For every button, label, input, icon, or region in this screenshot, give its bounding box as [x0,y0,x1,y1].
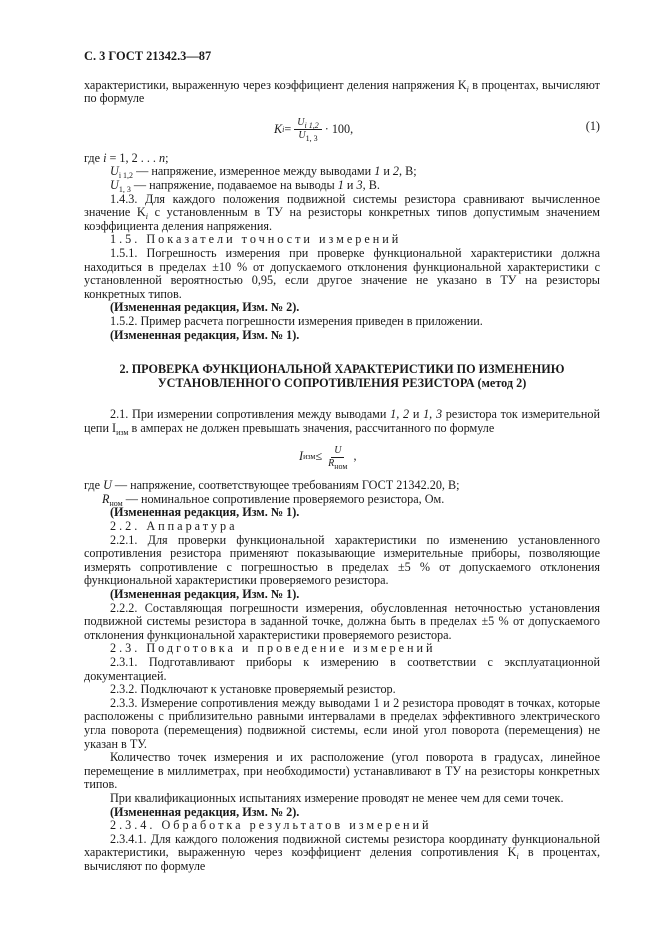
section-2-title-line1: 2. ПРОВЕРКА ФУНКЦИОНАЛЬНОЙ ХАРАКТЕРИСТИКИ ПО ИЗМЕНЕНИЮ [119,362,565,377]
where-lead: где [84,150,104,165]
paragraph-2-3-4-1 [84,833,600,874]
where2-sym: U [103,478,112,493]
where-i-sym: i [103,150,107,165]
f1-den: U [298,130,306,142]
where-i [84,152,600,166]
where3-sym: R [102,491,110,506]
where-n-sym: n [159,150,166,165]
f2-den-sub: ном [334,461,348,471]
formula-number-1: (1) [585,118,600,133]
amendment-note-1a: (Измененная редакция, Изм. № 1). [110,327,300,342]
def2-b: 3 [356,177,363,192]
f1-tail: · 100, [324,121,354,136]
where-i-end: ; [165,150,169,165]
def1-text: — напряжение, измеренное между выводами [133,164,375,179]
f1-fraction [294,117,321,142]
where2-text: — напряжение, соответствующее требованиям ГОСТ 21342.20, В; [111,478,460,493]
intro-text-end: в процентах, вычисляют по формуле [84,77,601,106]
def2-sub: 1, 3 [118,184,131,194]
f2-fraction [325,445,350,470]
p2341-text: 2.3.4.1. Для каждого положения подвижной системы резистора координату функциональной характеристики, выраженную через коэффициент деления сопротивления K [84,831,600,860]
f1-num: U [297,117,305,129]
p21-nums2: 1, 3 [423,407,443,422]
definition-u13 [84,179,600,193]
definition-u-i12 [84,165,600,179]
p21-nums: 1, 2 [390,407,410,422]
def1-and: и [380,164,393,179]
section-2-title [84,362,600,390]
def1-b: 2 [392,164,400,179]
intro-text: характеристики, выраженную через коэффициент деления напряжения K [84,77,467,92]
where-u [84,479,600,493]
p21-text-a: 2.1. При измерении сопротивления между выводами [110,407,391,422]
heading-2-3: 2.3. Подготовка и проведение измерений [110,641,436,656]
paragraph-2-1 [84,408,600,435]
f2-den: R [328,457,335,469]
amendment-note-2a: (Измененная редакция, Изм. № 2). [110,300,300,315]
paragraph-intro [84,79,600,106]
def1-a: 1 [374,164,381,179]
p21-text-b: резистора ток измерительной цепи I [84,407,600,435]
heading-2-2: 2.2. Аппаратура [110,519,238,534]
amendment-note-2b: (Измененная редакция, Изм. № 2). [110,804,300,819]
amendment-note-1c: (Измененная редакция, Изм. № 1). [110,587,300,602]
paragraph-2-3-2: 2.3.2. Подключают к установке проверяемый резистор. [110,682,396,697]
def2-sym: U [110,177,119,192]
def2-a: 1 [337,177,344,192]
p143-text-end: с установленным в ТУ на резисторы конкретных типов допустимым значением коэффициента деления напряжения. [84,205,600,233]
paragraph-2-3-1: 2.3.1. Подготавливают приборы к измерению в соответствии с эксплуатационной документацией. [84,655,600,683]
p143-sub: i [145,212,148,222]
where2-lead: где [84,478,104,493]
formula-2: I изм ≤ $\frac{U}{R_{ном}}$ , [299,444,357,471]
f2-tail: , [353,449,357,464]
section-2-title-line2: УСТАНОВЛЕННОГО СОПРОТИВЛЕНИЯ РЕЗИСТОРА (метод 2) [157,376,527,391]
f2-lhs: I [299,449,304,464]
where-r [84,493,600,507]
paragraph-2-2-1: 2.2.1. Для проверки функциональной характеристики по изменению установленного сопротивления резистора применяют показывающие измерительные приборы, позволяющие измерять сопротивление с погрешностью в пределах ±5 % от допускаемого отклонения функциональной характеристики проверяемого резистора. [84,532,600,588]
formula-1: K i = $\frac{U_{i 1,2}}{U_{1, 3}}$ · 100, (1) [274,117,600,144]
def2-text: — напряжение, подаваемое на выводы [130,177,338,192]
paragraph-1-5-2: 1.5.2. Пример расчета погрешности измерения приведен в приложении. [110,313,483,328]
p2341-text-end: в процентах, вычисляют по формуле [84,845,600,873]
p21-text-c: в амперах не должен превышать значения, рассчитанного по формуле [128,420,495,435]
def2-end: , В. [362,177,380,192]
heading-1-5: 1.5. Показатели точности измерений [110,232,402,247]
where3-text: — номинальное сопротивление проверяемого резистора, Ом. [122,491,445,506]
paragraph-1-5-1: 1.5.1. Погрешность измерения при проверке функциональной характеристики должна находиться в пределах ±10 % от допускаемого отклонения функциональной характеристики с установленной вероятностью 0,95, если другое значение не указано в ТУ на резисторы конкретных типов. [84,245,600,301]
f2-rel: ≤ [315,449,323,464]
paragraph-2-3-3-b: Количество точек измерения и их расположение (угол поворота в градусах, линейное перемещение в миллиметрах, при необходимости) устанавливают в ТУ на резисторы конкретных типов. [84,750,600,792]
amendment-note-1b: (Измененная редакция, Изм. № 1). [110,505,300,520]
def1-sym: U [110,164,119,179]
f1-eq: = [284,121,292,136]
heading-2-3-4: 2.3.4. Обработка результатов измерений [110,818,432,833]
paragraph-2-3-3-c: При квалификационных испытаниях измерение проводят не менее чем для семи точек. [110,790,564,805]
paragraph-2-2-2: 2.2.2. Составляющая погрешности измерения, обусловленная неточностью установления подвижной системы резистора в заданной точке, должна быть в пределах ±5 % от допускаемого отклонения функциональной характеристики проверяемого резистора. [84,600,600,642]
f1-num-sub: i 1,2 [304,121,319,131]
intro-sub: i [466,84,469,94]
where3-sub: ном [109,498,123,508]
where-i-rest: = 1, 2 . . . [106,150,160,165]
p2341-sub: i [516,852,519,862]
p21-sub: изм [116,427,129,437]
p21-and: и [409,407,424,422]
page-content [84,50,600,874]
paragraph-2-3-3: 2.3.3. Измерение сопротивления между выводами 1 и 2 резистора проводят в точках, которые расположены с приблизительно равными интервалами в пределах эффективного электрического угла поворота (перемещения) подвижной системы, если иной угол поворота (перемещения) не указан в ТУ. [84,695,600,751]
paragraph-1-4-3 [84,193,600,234]
def1-end: , В; [399,164,417,179]
page-header: С. 3 ГОСТ 21342.3—87 [84,49,212,63]
f1-den-sub: 1, 3 [305,134,318,144]
f1-lhs: K [274,121,283,136]
p143-text: 1.4.3. Для каждого положения подвижной системы резистора сравнивают вычисленное значение K [84,191,600,220]
def2-and: и [343,177,357,192]
f2-num: U [334,444,342,456]
def1-sub: i 1,2 [118,171,134,181]
